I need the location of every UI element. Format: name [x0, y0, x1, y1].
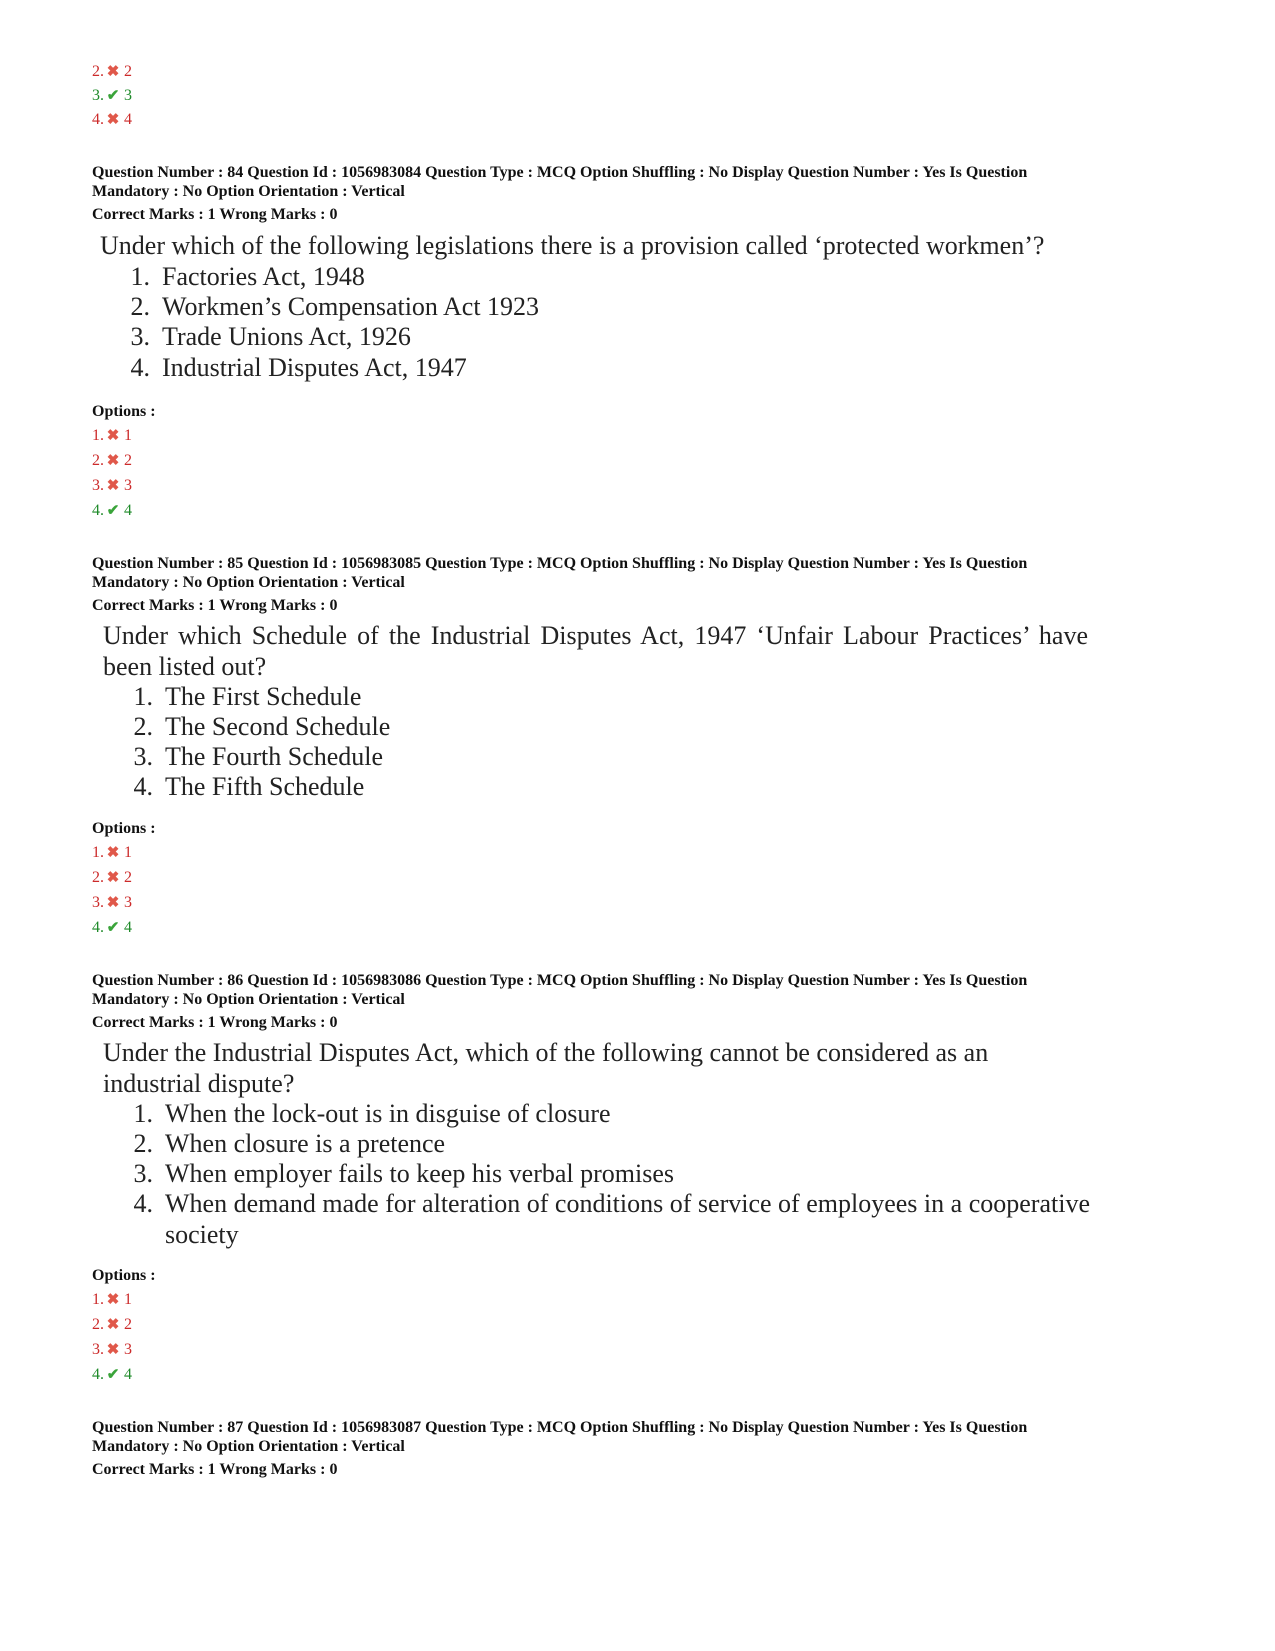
option-row — [92, 1340, 132, 1360]
check-icon: ✔ — [106, 88, 120, 104]
option-number: 3. — [92, 87, 104, 104]
question-meta-line: Mandatory : No Option Orientation : Vertical — [92, 991, 405, 1008]
option-value: 3 — [124, 477, 132, 494]
question-text: Under which Schedule of the Industrial Disputes Act, 1947 ‘Unfair Labour Practices’ have been listed out? — [103, 621, 1088, 681]
option-row — [92, 110, 132, 130]
option-value: 4 — [124, 919, 132, 936]
option-row — [92, 1365, 132, 1385]
option-value: 2 — [124, 1316, 132, 1333]
option-value: 2 — [124, 452, 132, 469]
option-value: 3 — [124, 894, 132, 911]
question-meta-line: Question Number : 86 Question Id : 1056983086 Question Type : MCQ Option Shuffling : No Display Question Number : Yes Is Question — [92, 972, 1028, 989]
option-value: 4 — [124, 502, 132, 519]
question-meta-line: Question Number : 84 Question Id : 1056983084 Question Type : MCQ Option Shuffling : No Display Question Number : Yes Is Question — [92, 164, 1028, 181]
cross-icon: ✖ — [106, 478, 120, 494]
option-value: 2 — [124, 63, 132, 80]
option-value: 1 — [124, 427, 132, 444]
question-meta-line: Mandatory : No Option Orientation : Vertical — [92, 574, 405, 591]
option-row — [92, 843, 132, 863]
choice-number: 2. — [133, 712, 153, 741]
choice-text: Trade Unions Act, 1926 — [162, 322, 411, 351]
option-value: 3 — [124, 1341, 132, 1358]
option-number: 3. — [92, 1341, 104, 1358]
choice-text: The Second Schedule — [165, 712, 391, 741]
choice-number: 2. — [133, 1129, 153, 1158]
cross-icon: ✖ — [106, 112, 120, 128]
option-number: 3. — [92, 894, 104, 911]
options-label: Options : — [92, 1267, 156, 1284]
check-icon: ✔ — [106, 503, 120, 519]
option-value: 4 — [124, 111, 132, 128]
question-meta-line: Question Number : 85 Question Id : 1056983085 Question Type : MCQ Option Shuffling : No Display Question Number : Yes Is Question — [92, 555, 1028, 572]
option-row — [92, 476, 132, 496]
choice-text: The Fourth Schedule — [165, 742, 384, 771]
question-marks: Correct Marks : 1 Wrong Marks : 0 — [92, 1461, 338, 1478]
question-marks: Correct Marks : 1 Wrong Marks : 0 — [92, 597, 338, 614]
choice-number: 2. — [130, 292, 150, 321]
choice-number: 1. — [130, 262, 150, 291]
option-number: 2. — [92, 1316, 104, 1333]
question-meta-line: Mandatory : No Option Orientation : Vertical — [92, 1438, 405, 1455]
option-row — [92, 1290, 132, 1310]
choice-number: 3. — [133, 1159, 153, 1188]
choice-number: 4. — [133, 772, 153, 801]
option-row — [92, 86, 132, 106]
choice-text: The First Schedule — [165, 682, 362, 711]
question-marks: Correct Marks : 1 Wrong Marks : 0 — [92, 1014, 338, 1031]
choice-text: When demand made for alteration of conditions of service of employees in a cooperative society — [165, 1189, 1090, 1249]
choice-text: Workmen’s Compensation Act 1923 — [162, 292, 540, 321]
choice-text: When the lock-out is in disguise of closure — [165, 1099, 611, 1128]
question-text: Under the Industrial Disputes Act, which of the following cannot be considered as an industrial dispute? — [103, 1038, 989, 1098]
question-meta-line: Mandatory : No Option Orientation : Vertical — [92, 183, 405, 200]
choice-number: 4. — [133, 1189, 153, 1218]
cross-icon: ✖ — [106, 845, 120, 861]
cross-icon: ✖ — [106, 64, 120, 80]
check-icon: ✔ — [106, 920, 120, 936]
option-number: 2. — [92, 63, 104, 80]
check-icon: ✔ — [106, 1367, 120, 1383]
cross-icon: ✖ — [106, 428, 120, 444]
option-number: 1. — [92, 427, 104, 444]
choice-item — [113, 1188, 1093, 1250]
option-value: 2 — [124, 869, 132, 886]
choice-number: 1. — [133, 1099, 153, 1128]
option-row — [92, 451, 132, 471]
cross-icon: ✖ — [106, 870, 120, 886]
options-label: Options : — [92, 403, 156, 420]
choice-number: 4. — [130, 353, 150, 382]
question-meta-line: Question Number : 87 Question Id : 1056983087 Question Type : MCQ Option Shuffling : No Display Question Number : Yes Is Question — [92, 1419, 1028, 1436]
option-value: 4 — [124, 1366, 132, 1383]
cross-icon: ✖ — [106, 895, 120, 911]
option-row — [92, 501, 132, 521]
choice-number: 3. — [130, 322, 150, 351]
option-value: 1 — [124, 844, 132, 861]
choice-text: Factories Act, 1948 — [162, 262, 365, 291]
choice-number: 3. — [133, 742, 153, 771]
option-row — [92, 426, 132, 446]
option-value: 1 — [124, 1291, 132, 1308]
choice-text: When closure is a pretence — [165, 1129, 446, 1158]
option-number: 2. — [92, 452, 104, 469]
option-row — [92, 868, 132, 888]
cross-icon: ✖ — [106, 1342, 120, 1358]
cross-icon: ✖ — [106, 453, 120, 469]
options-label: Options : — [92, 820, 156, 837]
option-number: 2. — [92, 869, 104, 886]
option-value: 3 — [124, 87, 132, 104]
option-row — [92, 62, 132, 82]
option-row — [92, 1315, 132, 1335]
option-number: 4. — [92, 111, 104, 128]
question-text: Under which of the following legislations there is a provision called ‘protected workmen’? — [100, 231, 1045, 260]
option-number: 4. — [92, 919, 104, 936]
choice-text: When employer fails to keep his verbal promises — [165, 1159, 675, 1188]
option-number: 4. — [92, 502, 104, 519]
question-marks: Correct Marks : 1 Wrong Marks : 0 — [92, 206, 338, 223]
choice-text: The Fifth Schedule — [165, 772, 365, 801]
cross-icon: ✖ — [106, 1317, 120, 1333]
choice-text: Industrial Disputes Act, 1947 — [162, 353, 467, 382]
option-number: 1. — [92, 844, 104, 861]
choice-number: 1. — [133, 682, 153, 711]
cross-icon: ✖ — [106, 1292, 120, 1308]
option-row — [92, 918, 132, 938]
option-row — [92, 893, 132, 913]
option-number: 3. — [92, 477, 104, 494]
option-number: 4. — [92, 1366, 104, 1383]
option-number: 1. — [92, 1291, 104, 1308]
